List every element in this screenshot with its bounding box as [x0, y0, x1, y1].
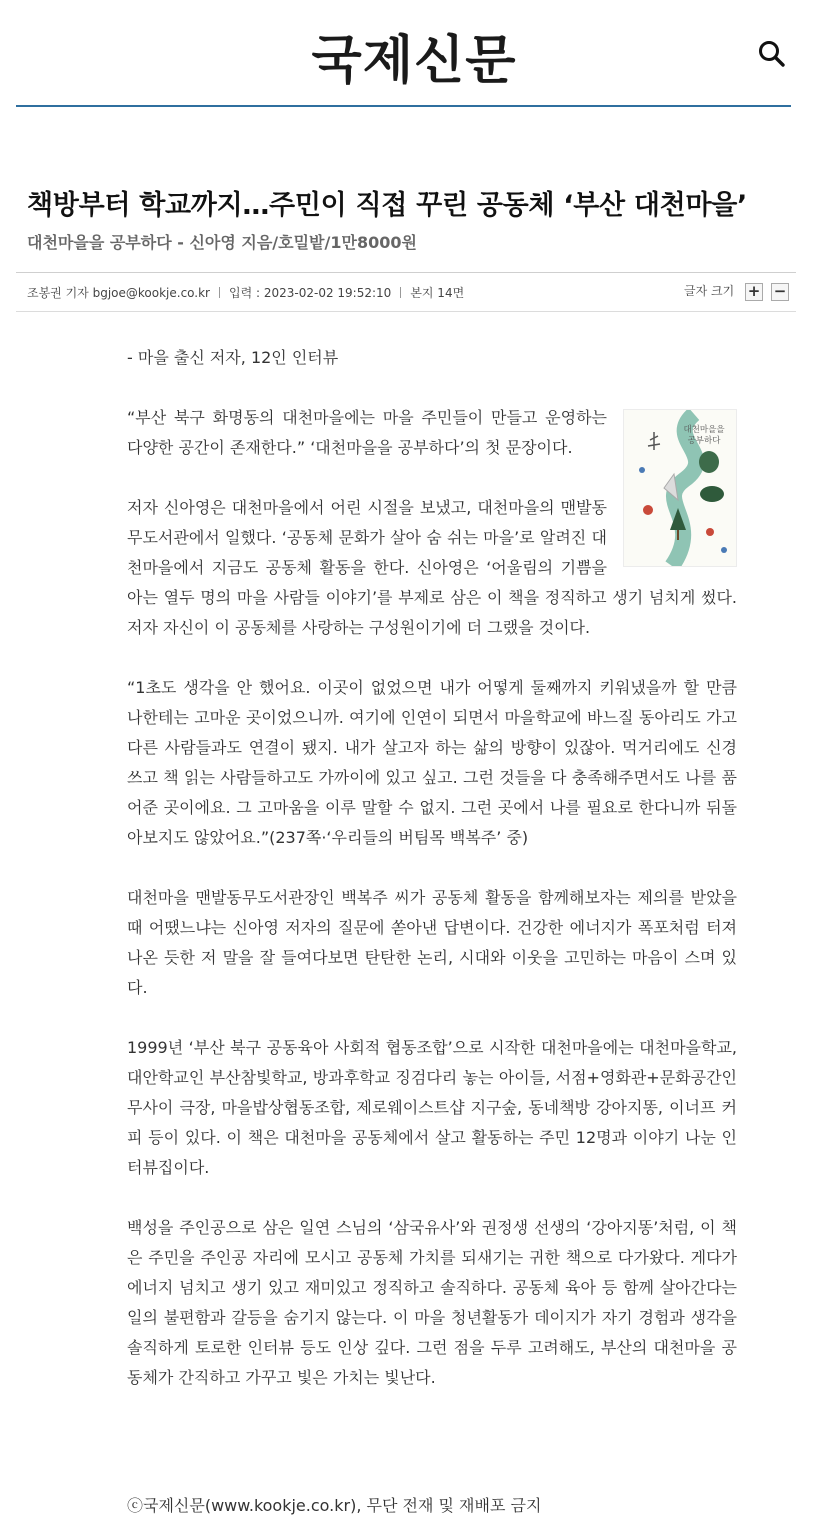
article-body	[127, 343, 737, 1423]
book-cover-title-line2: 공부하다	[687, 436, 721, 446]
article-paragraph: “부산 북구 화명동의 대천마을에는 마을 주민들이 만들고 운영하는 다양한 공간이 존재한다.” ‘대천마을을 공부하다’의 첫 문장이다.	[127, 408, 607, 457]
meta-divider-top	[16, 272, 796, 273]
font-size-decrease-button[interactable]: −	[771, 283, 789, 301]
meta-separator	[400, 287, 401, 298]
site-logo[interactable]: 국제신문	[311, 31, 517, 91]
header-divider	[16, 105, 791, 107]
font-size-label: 글자 크기	[684, 284, 735, 298]
article-paragraph: 대천마을 맨발동무도서관장인 백복주 씨가 공동체 활동을 함께해보자는 제의를 받았을 때 어땠느냐는 신아영 저자의 질문에 쏟아낸 답변이다. 건강한 에너지가 폭포처럼 터져 나온 듯한 저 말을 잘 들여다보면 탄탄한 논리, 시대와 이웃을 고민하는 마음이 스며 있다.	[127, 888, 737, 997]
print-page: 본지 14면	[410, 286, 465, 300]
article-paragraph: 백성을 주인공으로 삼은 일연 스님의 ‘삼국유사’와 권정생 선생의 ‘강아지똥’처럼, 이 책은 주민을 주인공 자리에 모시고 공동체 가치를 되새기는 귀한 책으로 다가왔다. 게다가 에너지 넘치고 생기 있고 재미있고 정직하고 솔직하다. 공동체 육아 등 함께 살아간다는 일의 불편함과 갈등을 숨기지 않는다. 이 마을 청년활동가 데이지가 자기 경험과 생각을 솔직하게 토로한 인터뷰 등도 인상 깊다. 그런 점을 두루 고려해도, 부산의 대천마을 공동체가 간직하고 가꾸고 빛은 가치는 빛난다.	[127, 1218, 737, 1387]
meta-separator	[219, 287, 220, 298]
book-cover-illustration	[624, 410, 736, 566]
book-cover-title-line1: 대천마을을	[683, 425, 725, 435]
book-cover-image[interactable]	[623, 409, 737, 567]
reporter-byline: 조봉권 기자 bgjoe@kookje.co.kr	[27, 286, 210, 300]
meta-divider-bottom	[16, 311, 796, 312]
search-icon	[756, 38, 788, 70]
article-intro: - 마을 출신 저자, 12인 인터뷰	[127, 348, 339, 367]
article-paragraph: 1999년 ‘부산 북구 공동육아 사회적 협동조합’으로 시작한 대천마을에는 대천마을학교, 대안학교인 부산참빛학교, 방과후학교 징검다리 놓는 아이들, 서점+영화관+문화공간인 무사이 극장, 마을밥상협동조합, 제로웨이스트샵 지구숲, 동네책방 강아지똥, 이너프 커피 등이 있다. 이 책은 대천마을 공동체에서 살고 활동하는 주민 12명과 이야기 나눈 인터뷰집이다.	[127, 1038, 737, 1177]
article-title: 책방부터 학교까지…주민이 직접 꾸린 공동체 ‘부산 대천마을’	[27, 190, 747, 221]
search-button[interactable]	[756, 38, 788, 70]
article-quote: “1초도 생각을 안 했어요. 이곳이 없었으면 내가 어떻게 둘째까지 키워냈을까 할 만큼 나한테는 고마운 곳이었으니까. 여기에 인연이 되면서 마을학교에 바느질 동아리도 가고 다른 사람들과도 연결이 됐지. 내가 살고자 하는 삶의 방향이 있잖아. 먹거리에도 신경 쓰고 책 읽는 사람들하고도 가까이에 있고 싶고. 그런 것들을 다 충족해주면서도 나를 품어준 곳이에요. 그 고마움을 이루 말할 수 없지. 그런 곳에서 나를 필요로 한다니까 뒤돌아보지도 않았어요.”(237쪽·‘우리들의 버팀목 백복주’ 중)	[127, 678, 737, 847]
publish-date: 입력 : 2023-02-02 19:52:10	[229, 286, 392, 300]
article-meta	[27, 284, 464, 301]
font-size-increase-button[interactable]: +	[745, 283, 763, 301]
article-subtitle: 대천마을을 공부하다 - 신아영 지음/호밀밭/1만8000원	[27, 233, 417, 252]
copyright-notice: ⓒ국제신문(www.kookje.co.kr), 무단 전재 및 재배포 금지	[127, 1496, 542, 1515]
site-header	[0, 0, 828, 108]
article-paragraph: 저자 신아영은 대천마을에서 어린 시절을 보냈고, 대천마을의 맨발동무도서관에서 일했다. ‘공동체 문화가 살아 숨 쉬는 마을’로 알려진 대천마을에서 지금도 공동체 활동을 한다. 신아영은 ‘어울림의 기쁨을 아는 열두 명의 마을 사람들 이야기’를 부제로 삼은 이 책을 정직하고 생기 넘치게 썼다. 저자 자신이 이 공동체를 사랑하는 구성원이기에 더 그랬을 것이다.	[127, 498, 737, 637]
